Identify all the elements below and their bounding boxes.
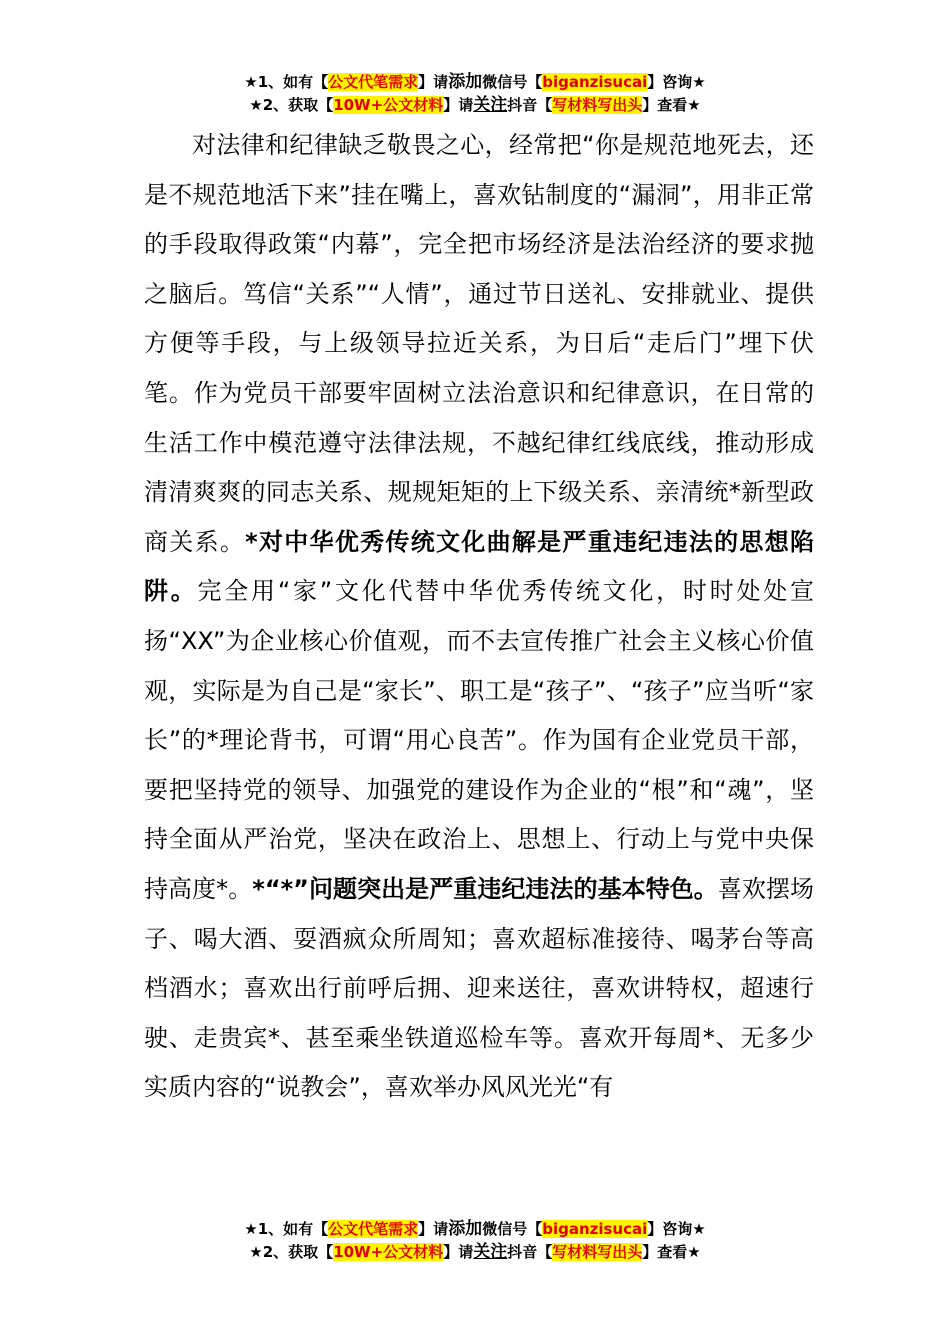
promo-text: 微信号【 <box>482 1220 543 1238</box>
promo-text: 抖音【 <box>507 1243 553 1261</box>
header-promo-line-1 <box>0 71 950 93</box>
body-text: 喜欢摆场子、喝大酒、耍酒疯众所周知；喜欢超标准接待、喝茅台等高档酒水；喜欢出行前呼后拥、迎来送往，喜欢讲特权，超速行驶、走贵宾*、甚至乘坐铁道巡检车等。喜欢开每周*、无多少实质内容的“说教会”，喜欢举办风风光光“有 <box>144 874 814 1102</box>
promo-emphasis: 关注 <box>473 95 508 115</box>
promo-text: ★2、获取【 <box>249 1243 334 1261</box>
body-text: 对法律和纪律缺乏敬畏之心，经常把“你是规范地死去，还是不规范地活下来”挂在嘴上，喜欢钻制度的“漏洞”，用非正常的手段取得政策“内幕”，完全把市场经济是法治经济的要求抛之脑后。笃信“关系”“人情”，通过节日送礼、安排就业、提供方便等手段，与上级领导拉近关系，为日后“走后门”埋下伏笔。作为党员干部要牢固树立法治意识和纪律意识，在日常的生活工作中模范遵守法律法规，不越纪律红线底线，推动形成清清爽爽的同志关系、规规矩矩的上下级关系、亲清统*新型政商关系。 <box>144 131 814 556</box>
promo-highlight: 公文代笔需求 <box>328 73 419 91</box>
promo-text: 】请 <box>418 1220 449 1238</box>
body-text: 完全用“家”文化代替中华优秀传统文化，时时处处宣扬“XX”为企业核心价值观，而不去宣传推广社会主义核心价值观，实际是为自己是“家长”、职工是“孩子”、“孩子”应当听“家长”的*理论背书，可谓“用心良苦”。作为国有企业党员干部，要把坚持党的领导、加强党的建设作为企业的“根”和“魂”，坚持全面从严治党，坚决在政治上、思想上、行动上与党中央保持高度*。 <box>144 577 814 903</box>
promo-highlight: 公文代笔需求 <box>328 1220 419 1238</box>
promo-text: 】请 <box>418 73 449 91</box>
footer-promo-line-1 <box>0 1218 950 1240</box>
promo-wechat-id: biganzisucai <box>542 73 648 91</box>
footer-promo-line-2 <box>0 1241 950 1263</box>
promo-highlight: 10W+公文材料 <box>333 1243 444 1261</box>
promo-text: ★1、如有【 <box>244 73 329 91</box>
document-body-paragraph <box>144 121 814 1113</box>
promo-text: 】咨询★ <box>647 1220 706 1238</box>
promo-emphasis: 添加 <box>448 1219 483 1239</box>
promo-text: 】请 <box>443 1243 474 1261</box>
promo-wechat-id: biganzisucai <box>542 1220 648 1238</box>
promo-text: 微信号【 <box>482 73 543 91</box>
promo-emphasis: 关注 <box>473 1242 508 1262</box>
promo-text: ★1、如有【 <box>244 1220 329 1238</box>
section-heading-bold: *对中华优秀传统文化曲解是严重违纪违法的思想陷阱。 <box>144 527 814 606</box>
promo-text: ★2、获取【 <box>249 96 334 114</box>
promo-text: 】请 <box>443 96 474 114</box>
promo-text: 】咨询★ <box>647 73 706 91</box>
promo-douyin-id: 写材料写出头 <box>552 96 643 114</box>
header-promo-line-2 <box>0 94 950 116</box>
section-heading-bold: *“*”问题突出是严重违纪违法的基本特色。 <box>252 874 718 903</box>
promo-text: 抖音【 <box>507 96 553 114</box>
promo-emphasis: 添加 <box>448 72 483 92</box>
promo-douyin-id: 写材料写出头 <box>552 1243 643 1261</box>
promo-text: 】查看★ <box>642 96 701 114</box>
promo-text: 】查看★ <box>642 1243 701 1261</box>
promo-highlight: 10W+公文材料 <box>333 96 444 114</box>
